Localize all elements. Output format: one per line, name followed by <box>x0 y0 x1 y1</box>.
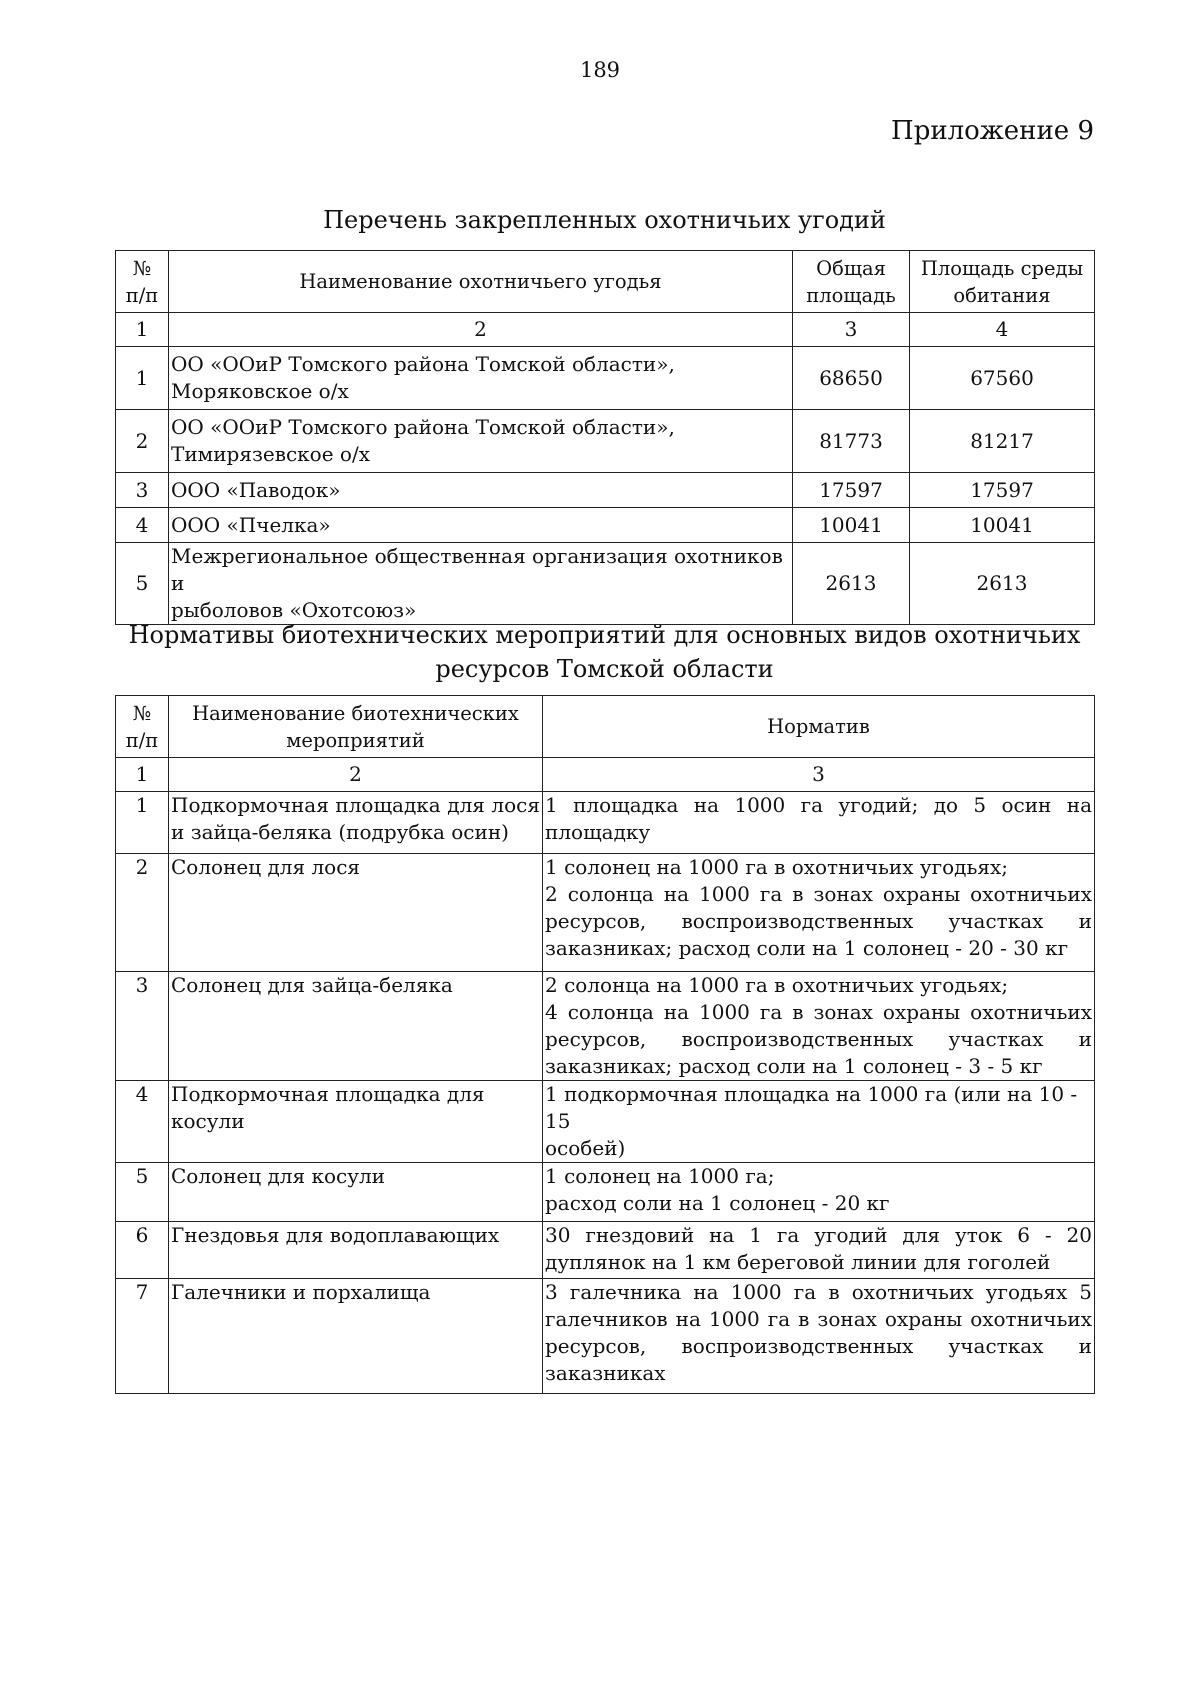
column-number-row <box>116 758 1095 792</box>
table-row <box>116 543 1095 625</box>
table-row <box>116 473 1095 508</box>
header-total-area: Общая площадь <box>793 251 910 313</box>
norm-text: 1 площадка на 1000 га угодий; до 5 осин на площадку <box>543 792 1095 854</box>
measure-name: Галечники и порхалища <box>169 1279 543 1394</box>
header-habitat-area: Площадь среды обитания <box>910 251 1095 313</box>
ground-name: Межрегиональное общественная организация охотников и рыболовов «Охотсоюз» <box>169 543 793 625</box>
table2-title-line: Нормативы биотехнических мероприятий для основных видов охотничьих <box>128 621 1081 649</box>
row-number: 7 <box>116 1279 169 1394</box>
biotech-norms-table <box>115 695 1095 1394</box>
total-area: 17597 <box>793 473 910 508</box>
header-num: № п/п <box>116 251 169 313</box>
table2-title <box>115 618 1094 686</box>
habitat-area: 2613 <box>910 543 1095 625</box>
row-number: 1 <box>116 792 169 854</box>
total-area: 68650 <box>793 347 910 410</box>
col-number: 1 <box>116 313 169 347</box>
norm-text: 30 гнездовий на 1 га угодий для уток 6 - 20 дуплянок на 1 км береговой линии для гоголей <box>543 1222 1095 1279</box>
col-number: 2 <box>169 313 793 347</box>
habitat-area: 17597 <box>910 473 1095 508</box>
column-number-row <box>116 313 1095 347</box>
measure-name: Подкормочная площадка для косули <box>169 1081 543 1163</box>
row-number: 4 <box>116 1081 169 1163</box>
table-header-row <box>116 696 1095 758</box>
table-row <box>116 972 1095 1081</box>
row-number: 2 <box>116 854 169 972</box>
norm-text: 2 солонца на 1000 га в охотничьих угодьях; 4 солонца на 1000 га в зонах охраны охотничьих ресурсов, воспроизводственных участках и заказниках; расход соли на 1 солонец - 3 - 5 кг <box>543 972 1095 1081</box>
table1-title: Перечень закрепленных охотничьих угодий <box>323 206 886 234</box>
header-measure-name: Наименование биотехнических мероприятий <box>169 696 543 758</box>
norm-text: 1 подкормочная площадка на 1000 га (или на 10 - 15 особей) <box>543 1081 1095 1163</box>
ground-name: ООО «Паводок» <box>169 473 793 508</box>
header-name: Наименование охотничьего угодья <box>169 251 793 313</box>
row-number: 3 <box>116 473 169 508</box>
col-number: 3 <box>793 313 910 347</box>
table-row <box>116 347 1095 410</box>
table-row <box>116 792 1095 854</box>
total-area: 2613 <box>793 543 910 625</box>
row-number: 5 <box>116 1163 169 1222</box>
ground-name: ООО «Пчелка» <box>169 508 793 543</box>
table-row <box>116 1279 1095 1394</box>
habitat-area: 10041 <box>910 508 1095 543</box>
ground-name: ОО «ООиР Томского района Томской области», Тимирязевское о/х <box>169 410 793 473</box>
appendix-label: Приложение 9 <box>891 116 1094 146</box>
col-number: 1 <box>116 758 169 792</box>
table-row <box>116 1163 1095 1222</box>
hunting-grounds-table <box>115 250 1095 625</box>
table-row <box>116 508 1095 543</box>
measure-name: Солонец для зайца-беляка <box>169 972 543 1081</box>
measure-name: Солонец для косули <box>169 1163 543 1222</box>
col-number: 4 <box>910 313 1095 347</box>
table2-title-line: ресурсов Томской области <box>435 655 774 683</box>
total-area: 81773 <box>793 410 910 473</box>
col-number: 2 <box>169 758 543 792</box>
table-header-row <box>116 251 1095 313</box>
measure-name: Подкормочная площадка для лося и зайца-беляка (подрубка осин) <box>169 792 543 854</box>
row-number: 2 <box>116 410 169 473</box>
norm-text: 1 солонец на 1000 га; расход соли на 1 солонец - 20 кг <box>543 1163 1095 1222</box>
table-row <box>116 410 1095 473</box>
col-number: 3 <box>543 758 1095 792</box>
table-row <box>116 1081 1095 1163</box>
row-number: 1 <box>116 347 169 410</box>
norm-text: 1 солонец на 1000 га в охотничьих угодьях; 2 солонца на 1000 га в зонах охраны охотничьих ресурсов, воспроизводственных участках и заказниках; расход соли на 1 солонец - 20 - 30 кг <box>543 854 1095 972</box>
measure-name: Солонец для лося <box>169 854 543 972</box>
header-norm: Норматив <box>543 696 1095 758</box>
row-number: 4 <box>116 508 169 543</box>
norm-text: 3 галечника на 1000 га в охотничьих угодьях 5 галечников на 1000 га в зонах охраны охотничьих ресурсов, воспроизводственных участках и заказниках <box>543 1279 1095 1394</box>
table-row <box>116 854 1095 972</box>
row-number: 6 <box>116 1222 169 1279</box>
table-row <box>116 1222 1095 1279</box>
row-number: 5 <box>116 543 169 625</box>
habitat-area: 81217 <box>910 410 1095 473</box>
ground-name: ОО «ООиР Томского района Томской области», Моряковское о/х <box>169 347 793 410</box>
header-num: № п/п <box>116 696 169 758</box>
habitat-area: 67560 <box>910 347 1095 410</box>
total-area: 10041 <box>793 508 910 543</box>
page-number: 189 <box>579 58 621 82</box>
measure-name: Гнездовья для водоплавающих <box>169 1222 543 1279</box>
row-number: 3 <box>116 972 169 1081</box>
